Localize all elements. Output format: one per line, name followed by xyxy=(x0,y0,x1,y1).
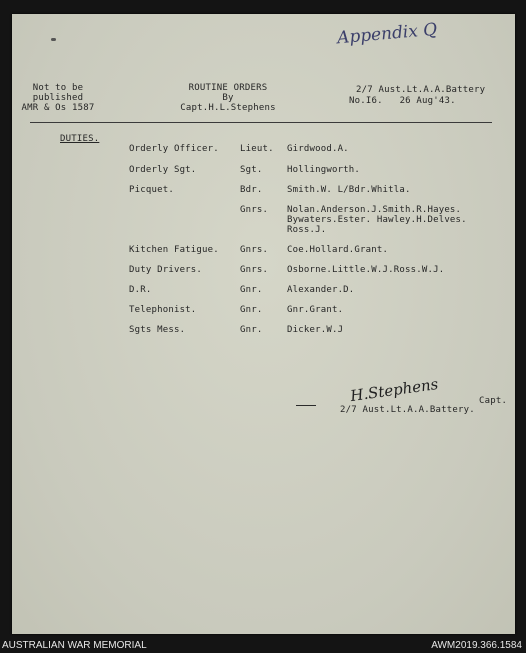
duties-heading: DUTIES. xyxy=(60,134,100,144)
header-center-officer: Capt.H.L.Stephens xyxy=(180,103,276,113)
duty-role: Telephonist. xyxy=(129,305,197,315)
duty-rank: Gnr. xyxy=(240,325,263,335)
duty-names: Girdwood.A. xyxy=(287,144,349,154)
duty-rank: Gnrs. xyxy=(240,205,269,215)
duty-names: Nolan.Anderson.J.Smith.R.Hayes. xyxy=(287,205,462,215)
header-left-line3: AMR & Os 1587 xyxy=(21,103,95,113)
duty-names: Ross.J. xyxy=(287,225,327,235)
duty-rank: Sgt. xyxy=(240,165,263,175)
duty-names: Alexander.D. xyxy=(287,285,355,295)
appendix-annotation: Appendix Q xyxy=(336,19,438,49)
footer-institution: AUSTRALIAN WAR MEMORIAL xyxy=(2,640,147,651)
duty-names: Bywaters.Ester. Hawley.H.Delves. xyxy=(287,215,467,225)
duty-role: Orderly Sgt. xyxy=(129,165,197,175)
duty-names: Hollingworth. xyxy=(287,165,361,175)
duty-role: Picquet. xyxy=(129,185,174,195)
duty-role: Orderly Officer. xyxy=(129,144,219,154)
header-left-line2: published xyxy=(32,93,84,103)
signature-unit: 2/7 Aust.Lt.A.A.Battery. xyxy=(340,405,475,415)
header-left-line1: Not to be xyxy=(32,83,84,93)
footer-accession-number: AWM2019.366.1584 xyxy=(431,640,522,651)
duty-role: Duty Drivers. xyxy=(129,265,203,275)
signature-capt: Capt. xyxy=(479,396,508,406)
duty-role: Sgts Mess. xyxy=(129,325,186,335)
duty-rank: Lieut. xyxy=(240,144,274,154)
signature-dash xyxy=(296,405,316,406)
duty-role: D.R. xyxy=(129,285,152,295)
duty-role: Kitchen Fatigue. xyxy=(129,245,219,255)
handwritten-signature: H.Stephens xyxy=(349,374,440,406)
duty-names: Coe.Hollard.Grant. xyxy=(287,245,389,255)
duty-rank: Gnrs. xyxy=(240,245,269,255)
duty-rank: Gnr. xyxy=(240,285,263,295)
duty-rank: Gnr. xyxy=(240,305,263,315)
header-right-number-date: No.I6. 26 Aug'43. xyxy=(349,96,456,106)
duty-names: Dicker.W.J xyxy=(287,325,344,335)
header-center-by: By xyxy=(222,93,234,103)
duty-names: Gnr.Grant. xyxy=(287,305,344,315)
duty-names: Osborne.Little.W.J.Ross.W.J. xyxy=(287,265,445,275)
pin-hole xyxy=(51,38,56,41)
header-center-title: ROUTINE ORDERS xyxy=(188,83,268,93)
duty-names: Smith.W. L/Bdr.Whitla. xyxy=(287,185,411,195)
header-right-unit: 2/7 Aust.Lt.A.A.Battery xyxy=(356,85,486,95)
duty-rank: Bdr. xyxy=(240,185,263,195)
duty-rank: Gnrs. xyxy=(240,265,269,275)
header-divider xyxy=(30,122,492,123)
